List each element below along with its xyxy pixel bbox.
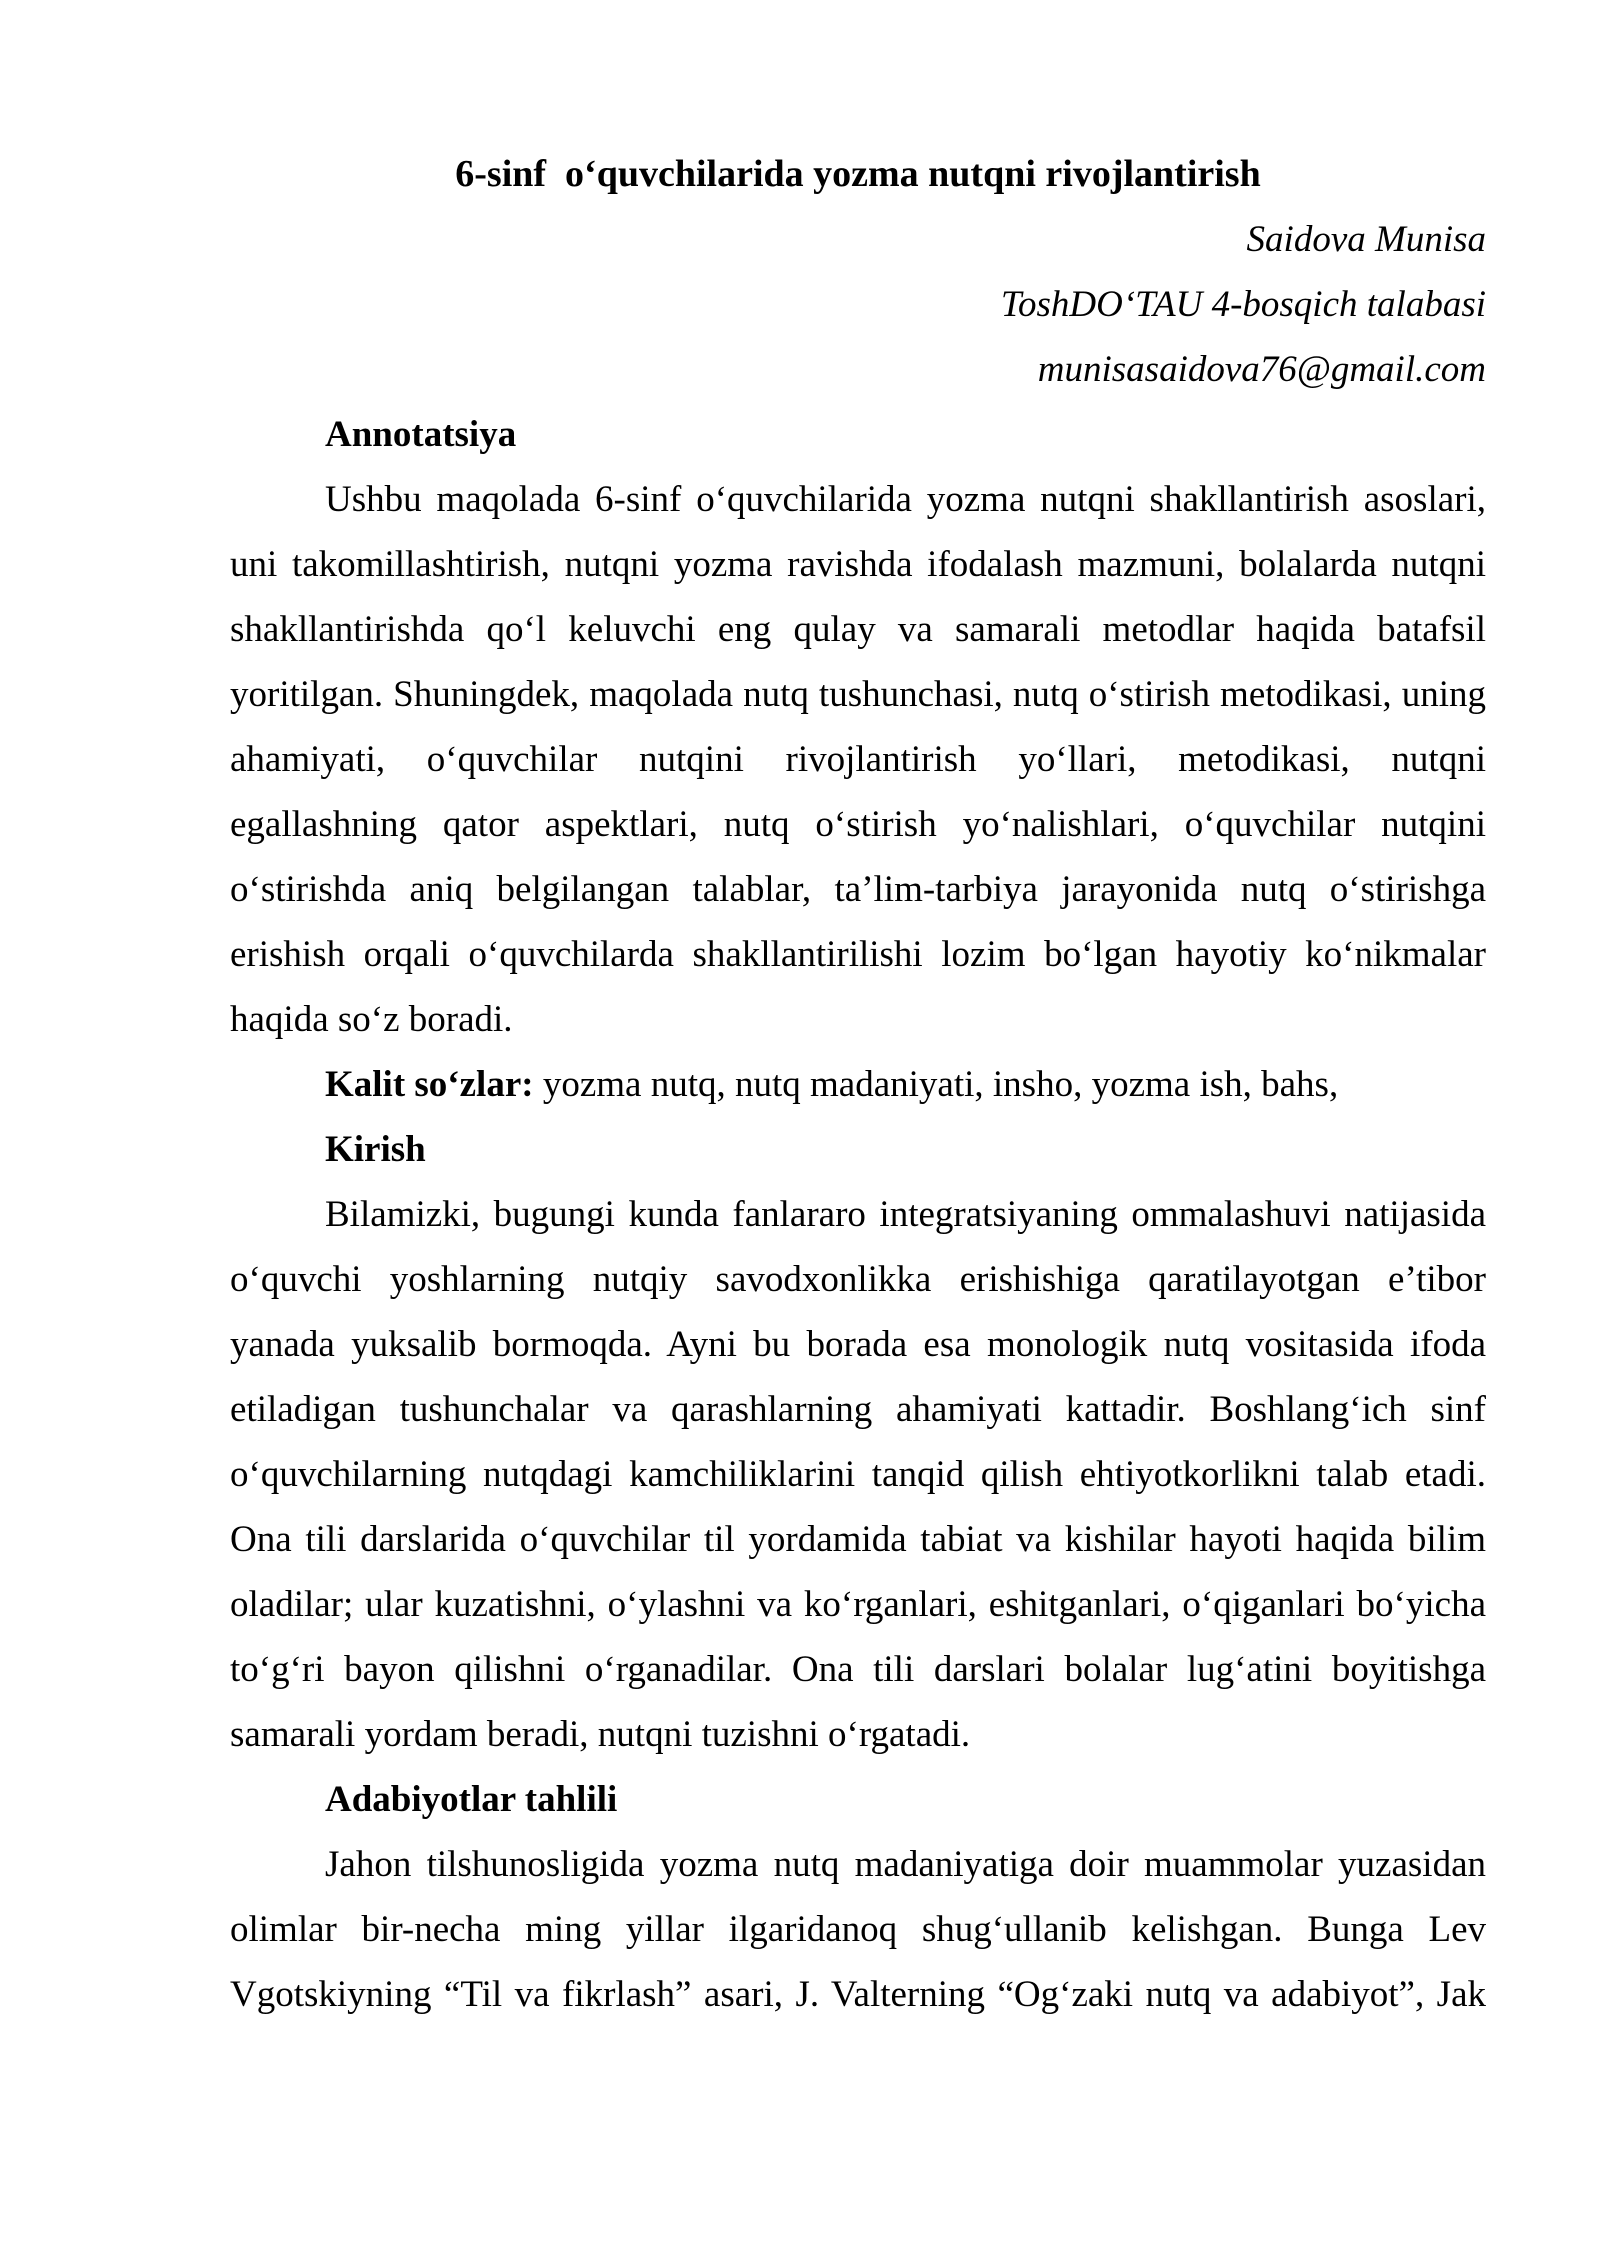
section-heading xyxy=(230,1767,1486,1832)
text-line xyxy=(230,1832,1486,1897)
author-line xyxy=(230,207,1486,272)
text-line-text: egallashning qator aspektlari, nutq oʻstirish yoʻnalishlari, oʻquvchilar nutqini xyxy=(230,804,1486,845)
text-line xyxy=(230,727,1486,792)
text-line xyxy=(230,1897,1486,1962)
text-line-text: oʻquvchi yoshlarning nutqiy savodxonlikka erishishiga qaratilayotgan e’tibor xyxy=(230,1259,1486,1300)
text-line-text: oladilar; ular kuzatishni, oʻylashni va koʻrganlari, eshitganlari, oʻqiganlari boʻyicha xyxy=(230,1584,1486,1625)
text-line xyxy=(230,1702,1486,1767)
text-line xyxy=(230,987,1486,1052)
text-line xyxy=(230,662,1486,727)
text-line-text: oʻstirishda aniq belgilangan talablar, ta’lim-tarbiya jarayonida nutq oʻstirishga xyxy=(230,869,1486,910)
document-body xyxy=(230,142,1486,2027)
document-title xyxy=(230,142,1486,207)
text-line xyxy=(230,1247,1486,1312)
section-heading xyxy=(230,402,1486,467)
section-heading-text: Kirish xyxy=(325,1129,426,1170)
keywords-label: Kalit soʻzlar: xyxy=(325,1064,534,1105)
author-line-text: ToshDOʻTAU 4-bosqich talabasi xyxy=(1000,284,1486,325)
section-heading-text: Adabiyotlar tahlili xyxy=(325,1779,618,1820)
text-line-text: toʻgʻri bayon qilishni oʻrganadilar. Ona tili darslari bolalar lugʻatini boyitishga xyxy=(230,1649,1486,1690)
text-line xyxy=(230,792,1486,857)
text-line-text: olimlar bir-necha ming yillar ilgaridanoq shugʻullanib kelishgan. Bunga Lev xyxy=(230,1909,1486,1950)
section-heading-text: Annotatsiya xyxy=(325,414,517,455)
text-line-text: yoritilgan. Shuningdek, maqolada nutq tushunchasi, nutq oʻstirish metodikasi, uning xyxy=(230,674,1486,715)
text-line-text: haqida soʻz boradi. xyxy=(230,999,513,1040)
author-line-text: munisasaidova76@gmail.com xyxy=(1037,349,1486,390)
text-line xyxy=(230,532,1486,597)
text-line-text: uni takomillashtirish, nutqni yozma ravishda ifodalash mazmuni, bolalarda nutqni xyxy=(230,544,1486,585)
author-line xyxy=(230,272,1486,337)
text-line-text: ahamiyati, oʻquvchilar nutqini rivojlantirish yoʻllari, metodikasi, nutqni xyxy=(230,739,1486,780)
author-line xyxy=(230,337,1486,402)
section-heading xyxy=(230,1117,1486,1182)
text-line-text: samarali yordam beradi, nutqni tuzishni oʻrgatadi. xyxy=(230,1714,971,1755)
text-line xyxy=(230,467,1486,532)
text-line xyxy=(230,1182,1486,1247)
text-line-text: oʻquvchilarning nutqdagi kamchiliklarini tanqid qilish ehtiyotkorlikni talab etadi. xyxy=(230,1454,1486,1495)
text-line-text: Ushbu maqolada 6-sinf oʻquvchilarida yozma nutqni shakllantirish asoslari, xyxy=(325,479,1486,520)
text-line xyxy=(230,1572,1486,1637)
text-line xyxy=(230,857,1486,922)
text-line xyxy=(230,922,1486,987)
text-line-text: etiladigan tushunchalar va qarashlarning ahamiyati kattadir. Boshlangʻich sinf xyxy=(230,1389,1486,1430)
text-line-text: Bilamizki, bugungi kunda fanlararo integratsiyaning ommalashuvi natijasida xyxy=(325,1194,1486,1235)
keywords-text: yozma nutq, nutq madaniyati, insho, yozma ish, bahs, xyxy=(533,1064,1339,1105)
text-line xyxy=(230,1507,1486,1572)
text-line-text: erishish orqali oʻquvchilarda shakllantirilishi lozim boʻlgan hayotiy koʻnikmalar xyxy=(230,934,1486,975)
keywords-line xyxy=(230,1052,1486,1117)
text-line xyxy=(230,1962,1486,2027)
author-line-text: Saidova Munisa xyxy=(1246,219,1486,260)
document-title-text: 6-sinf oʻquvchilarida yozma nutqni rivojlantirish xyxy=(455,153,1261,195)
text-line-text: yanada yuksalib bormoqda. Ayni bu borada esa monologik nutq vositasida ifoda xyxy=(230,1324,1486,1365)
text-line-text: Jahon tilshunosligida yozma nutq madaniyatiga doir muammolar yuzasidan xyxy=(325,1844,1486,1885)
text-line-text: Vgotskiyning “Til va fikrlash” asari, J. Valterning “Ogʻzaki nutq va adabiyot”, Jak xyxy=(230,1974,1486,2015)
text-line xyxy=(230,1312,1486,1377)
text-line-text: shakllantirishda qoʻl keluvchi eng qulay va samarali metodlar haqida batafsil xyxy=(230,609,1486,650)
text-line xyxy=(230,1637,1486,1702)
text-line xyxy=(230,597,1486,662)
text-line xyxy=(230,1442,1486,1507)
text-line-text: Ona tili darslarida oʻquvchilar til yordamida tabiat va kishilar hayoti haqida bilim xyxy=(230,1519,1486,1560)
text-line xyxy=(230,1377,1486,1442)
